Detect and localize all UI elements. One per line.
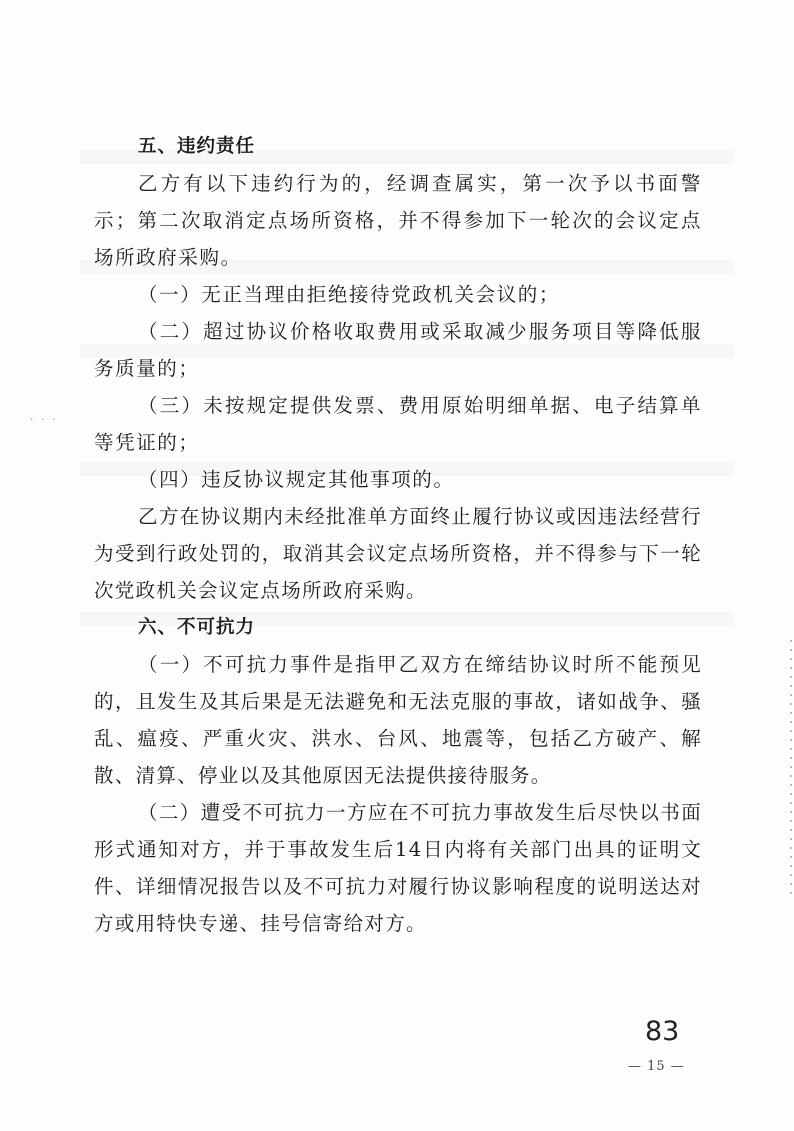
- page-number: — 15 —: [628, 1059, 685, 1074]
- section-heading-breach: 五、违约责任: [138, 136, 256, 157]
- list-item: （一）不可抗力事件是指甲乙双方在缔结协议时所不能预见的，且发生及其后果是无法避免和无法克服的事故，诸如战争、骚乱、瘟疫、严重火灾、洪水、台风、地震等，包括乙方破产、解散、清算、停业以及其他原因无法提供接待服务。: [94, 653, 702, 787]
- list-item: （二）超过协议价格收取费用或采取减少服务项目等降低服务质量的；: [94, 320, 702, 380]
- margin-mark: · · ·: [30, 413, 58, 426]
- list-item: （一）无正当理由拒绝接待党政机关会议的；: [138, 283, 561, 306]
- paragraph: 乙方有以下违约行为的，经调查属实，第一次予以书面警示；第二次取消定点场所资格，并不得参加下一轮次的会议定点场所政府采购。: [94, 172, 702, 269]
- list-item: （四）违反协议规定其他事项的。: [138, 468, 455, 491]
- paragraph: 乙方在协议期内未经批准单方面终止履行协议或因违法经营行为受到行政处罚的，取消其会议定点场所资格，并不得参与下一轮次党政机关会议定点场所政府采购。: [94, 505, 702, 602]
- section-heading-force-majeure: 六、不可抗力: [138, 617, 256, 638]
- list-item: （二）遭受不可抗力一方应在不可抗力事故发生后尽快以书面形式通知对方，并于事故发生后14日内将有关部门出具的证明文件、详细情况报告以及不可抗力对履行协议影响程度的说明送达对方或用特快专递、挂号信寄给对方。: [94, 801, 702, 935]
- edge-marks: [790, 640, 792, 900]
- document-body: [94, 128, 702, 942]
- handwritten-page-mark: 83: [645, 1016, 680, 1047]
- list-item: （三）未按规定提供发票、费用原始明细单据、电子结算单等凭证的；: [94, 394, 702, 454]
